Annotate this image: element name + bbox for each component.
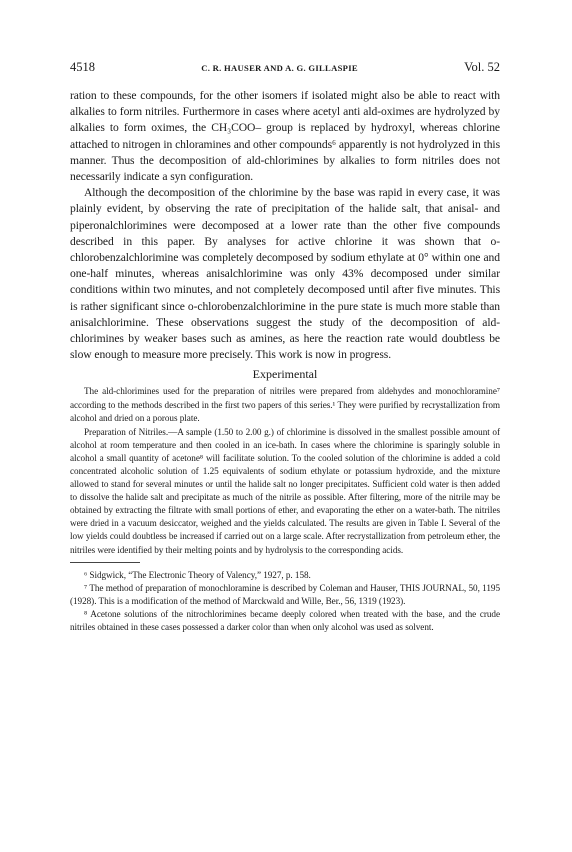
footnotes xyxy=(70,569,500,634)
footnote-divider xyxy=(70,562,140,563)
page-header xyxy=(70,60,500,75)
experimental-paragraph-intro: The ald-chlorimines used for the preparation of nitriles were prepared from aldehydes and monochloramine⁷ according to the methods described in the first two papers of this series.¹ They were purified by recrystallization from alcohol and dried on a porous plate. xyxy=(70,386,500,423)
journal-page xyxy=(70,60,500,634)
body-text xyxy=(70,88,500,363)
footnote-6: ⁶ Sidgwick, “The Electronic Theory of Valency,” 1927, p. 158. xyxy=(84,569,311,580)
running-head: C. R. HAUSER AND A. G. GILLASPIE xyxy=(201,63,358,73)
paragraph-continuation: ration to these compounds, for the other isomers if isolated might also be able to react with alkalies to form nitriles. Furthermore in cases where acetyl anti ald-oximes are hydrolyzed by alkalies to form oximes, the CH₃COO– group is replaced by hydroxyl, whereas chlorine attached to nitrogen in chloramines and other compounds⁶ apparently is not hydrolyzed in this manner. Thus the decomposition of ald-chlorimines by alkalies to form nitriles does not necessarily indicate a syn configuration. xyxy=(70,89,500,184)
experimental-section xyxy=(70,385,500,556)
footnote-8: ⁸ Acetone solutions of the nitrochlorimines became deeply colored when treated with the base, and the crude nitriles obtained in these cases possessed a darker color than when only alcohol was used as solvent. xyxy=(70,608,500,633)
footnote-7: ⁷ The method of preparation of monochloramine is described by Coleman and Hauser, THIS JOURNAL, 50, 1195 (1928). This is a modification of the method of Marckwald and Wille, Ber., 56, 1319 (1923). xyxy=(70,582,500,606)
experimental-paragraph-preparation: Preparation of Nitriles.—A sample (1.50 to 2.00 g.) of chlorimine is dissolved in the smallest possible amount of alcohol at room temperature and then cooled in an ice-bath. In cases where the chlorimine is sparingly soluble in alcohol a small quantity of acetone⁸ will facilitate solution. To the cooled solution of the chlorimine is added a cold concentrated alcoholic solution of 1.25 equivalents of sodium ethylate or potassium hydroxide, and the mixture allowed to stand for several minutes or until the halide salt no longer precipitates. Sufficient cold water is then added to dissolve the halide salt and precipitate as much of the nitrile as possible. After filtering, more of the nitrile may be obtained by extracting the filtrate with small portions of ether, and evaporating the ether on a water-bath. The nitriles were dried in a vacuum desiccator, weighed and the yields calculated. The results are given in Table I. Several of the low yields could doubtless be increased if carried out on a large scale. After recrystallization from petroleum ether, the nitriles were identified by their melting points and by hydrolysis to the corresponding acids. xyxy=(70,426,500,555)
paragraph-decomposition: Although the decomposition of the chlorimine by the base was rapid in every case, it was plainly evident, by observing the rate of precipitation of the halide salt, that anisal- and piperonalchlorimines were decomposed at a lower rate than the other five compounds described in this paper. By analyses for active chlorine it was shown that o-chlorobenzalchlorimine was completely decomposed by sodium ethylate at 0° within one and one-half minutes, whereas anisalchlorimine was only 43% decomposed under similar conditions within two minutes, and not completely decomposed until after five minutes. This is rather significant since o-chlorobenzalchlorimine in the pure state is much more stable than anisalchlorimine. These observations suggest the study of the decomposition of ald-chlorimines by weaker bases such as amines, as here the reaction rate would doubtless be slow enough to measure more precisely. This work is now in progress. xyxy=(70,186,500,362)
volume-label: Vol. 52 xyxy=(464,60,500,74)
page-number: 4518 xyxy=(70,60,95,74)
section-title-experimental: Experimental xyxy=(252,367,318,382)
